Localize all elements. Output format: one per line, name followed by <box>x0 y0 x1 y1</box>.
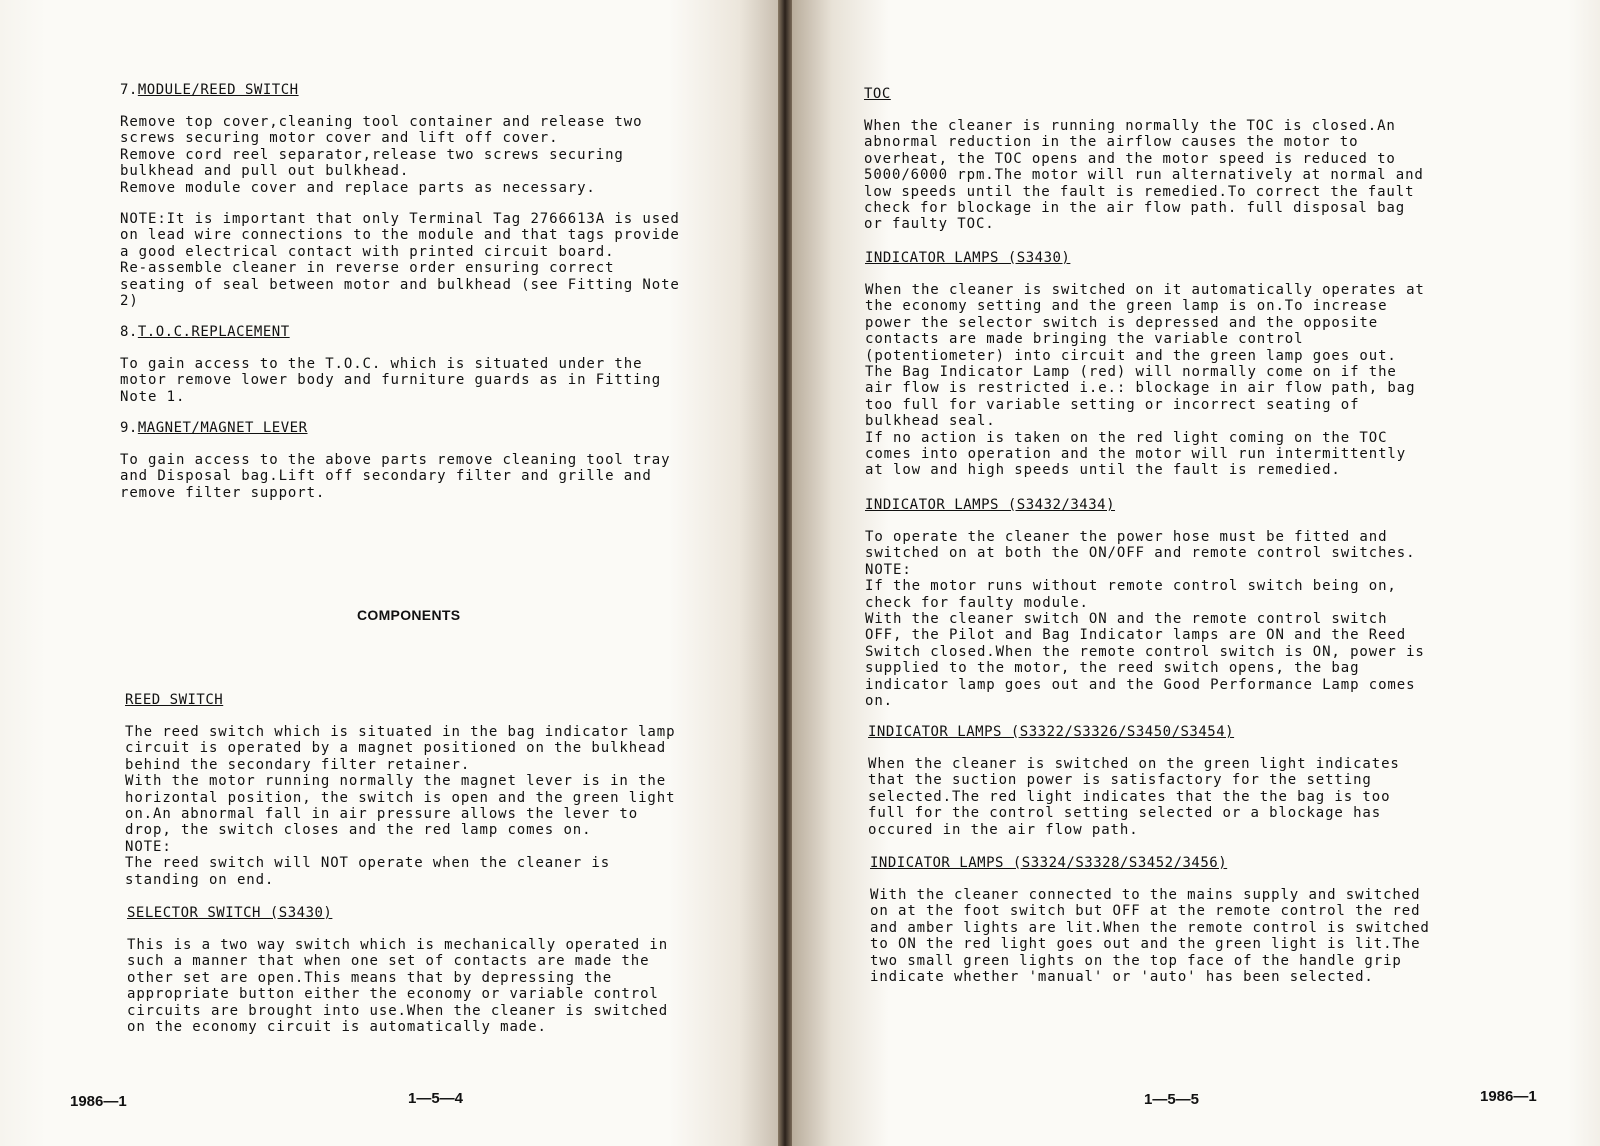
section-9-number: 9. <box>120 420 138 436</box>
section-9-title: MAGNET/MAGNET LEVER <box>137 420 308 436</box>
left-page <box>0 0 778 1146</box>
indicator-lamps-s3322-title: INDICATOR LAMPS (S3322/S3326/S3450/S3454) <box>868 724 1235 740</box>
footer-page-number-right: 1—5—5 <box>1144 1091 1200 1108</box>
reed-switch-heading <box>125 692 675 708</box>
section-7-note: NOTE:It is important that only Terminal Tag 2766613A is used on lead wire connections to the module and that tags provide a good electrical contact with printed circuit board. Re-assemble cleaner in reverse order ensuring correct seating of seal between motor and bulkhead (see Fitting Note 2) <box>120 211 680 310</box>
indicator-lamps-s3432-section <box>865 497 1425 709</box>
section-7-number: 7. <box>120 82 138 98</box>
reed-switch-section <box>125 692 675 888</box>
section-7-heading <box>120 82 680 98</box>
section-9 <box>120 420 670 501</box>
indicator-lamps-s3324-text: With the cleaner connected to the mains supply and switched on at the foot switch but OFF at the remote control the red and amber lights are lit.When the remote control is switched to ON the red light goes out and the green light is lit.The two small green lights on the top face of the handle grip indicate whether 'manual' or 'auto' has been selected. <box>870 887 1430 986</box>
toc-text: When the cleaner is running normally the TOC is closed.An abnormal reduction in the airflow causes the motor to overheat, the TOC opens and the motor speed is reduced to 5000/6000 rpm.The motor will run alternatively at normal and low speeds until the fault is remedied.To correct the fault check for blockage in the air flow path. full disposal bag or faulty TOC. <box>864 118 1424 233</box>
toc-section <box>864 86 1424 233</box>
selector-switch-section <box>127 905 668 1035</box>
section-7-title: MODULE/REED SWITCH <box>137 82 299 98</box>
indicator-lamps-s3430-text: When the cleaner is switched on it automatically operates at the economy setting and the green lamp is on.To increase power the selector switch is depressed and the opposite contacts are made bringing the variable control (potentiometer) into circuit and the green lamp goes out. The Bag Indicator Lamp (red) will normally come on if the air flow is restricted i.e.: blockage in air flow path, bag too full for variable setting or incorrect seating of bulkhead seal. If no action is taken on the red light coming on the TOC comes into operation and the motor will run intermittently at low and high speeds until the fault is remedied. <box>865 282 1425 479</box>
section-9-heading <box>120 420 670 436</box>
footer-edition-right: 1986—1 <box>1480 1088 1537 1105</box>
toc-heading <box>864 86 1424 102</box>
indicator-lamps-s3322-heading <box>868 724 1400 740</box>
footer-page-number-left: 1—5—4 <box>408 1090 464 1107</box>
indicator-lamps-s3324-section <box>870 855 1430 985</box>
indicator-lamps-s3432-title: INDICATOR LAMPS (S3432/3434) <box>865 497 1116 513</box>
toc-title: TOC <box>864 86 891 102</box>
indicator-lamps-s3430-heading <box>865 250 1425 266</box>
indicator-lamps-s3324-title: INDICATOR LAMPS (S3324/S3328/S3452/3456) <box>870 855 1228 871</box>
section-8-title: T.O.C.REPLACEMENT <box>137 324 290 340</box>
book-gutter <box>778 0 792 1146</box>
indicator-lamps-s3430-section <box>865 250 1425 479</box>
section-7-text: Remove top cover,cleaning tool container and release two screws securing motor cover and lift off cover. Remove cord reel separator,release two screws securing bulkhead and pull out bulkhead. Remove module cover and replace parts as necessary. <box>120 114 643 196</box>
indicator-lamps-s3432-text: To operate the cleaner the power hose must be fitted and switched on at both the ON/OFF and remote control switches. NOTE: If the motor runs without remote control switch being on, check for faulty module. With the cleaner switch ON and the remote control switch OFF, the Pilot and Bag Indicator lamps are ON and the Reed Switch closed.When the remote control switch is ON, power is supplied to the motor, the reed switch opens, the bag indicator lamp goes out and the Good Performance Lamp comes on. <box>865 529 1425 710</box>
indicator-lamps-s3324-heading <box>870 855 1430 871</box>
right-page <box>792 0 1600 1146</box>
section-8 <box>120 324 661 405</box>
section-8-number: 8. <box>120 324 138 340</box>
section-9-text: To gain access to the above parts remove cleaning tool tray and Disposal bag.Lift off secondary filter and grille and remove filter support. <box>120 452 671 501</box>
section-8-heading <box>120 324 661 340</box>
section-8-text: To gain access to the T.O.C. which is situated under the motor remove lower body and furniture guards as in Fitting Note 1. <box>120 356 662 405</box>
selector-switch-text: This is a two way switch which is mechanically operated in such a manner that when one set of contacts are made the other set are open.This means that by depressing the appropriate button either the economy or variable control circuits are brought into use.When the cleaner is switched on the economy circuit is automatically made. <box>127 937 669 1036</box>
components-heading: COMPONENTS <box>357 607 461 623</box>
footer-edition-left: 1986—1 <box>70 1093 127 1110</box>
indicator-lamps-s3322-section <box>868 724 1400 838</box>
selector-switch-heading <box>127 905 668 921</box>
indicator-lamps-s3322-text: When the cleaner is switched on the green light indicates that the suction power is satisfactory for the setting selected.The red light indicates that the the bag is too full for the control setting selected or a blockage has occured in the air flow path. <box>868 756 1400 838</box>
section-7 <box>120 82 680 309</box>
indicator-lamps-s3432-heading <box>865 497 1425 513</box>
indicator-lamps-s3430-title: INDICATOR LAMPS (S3430) <box>865 250 1071 266</box>
reed-switch-text: The reed switch which is situated in the bag indicator lamp circuit is operated by a magnet positioned on the bulkhead behind the secondary filter retainer. With the motor running normally the magnet lever is in the horizontal position, the switch is open and the green light on.An abnormal fall in air pressure allows the lever to drop, the switch closes and the red lamp comes on. NOTE: The reed switch will NOT operate when the cleaner is standing on end. <box>125 724 676 888</box>
reed-switch-title: REED SWITCH <box>125 692 224 708</box>
selector-switch-title: SELECTOR SWITCH (S3430) <box>127 905 333 921</box>
